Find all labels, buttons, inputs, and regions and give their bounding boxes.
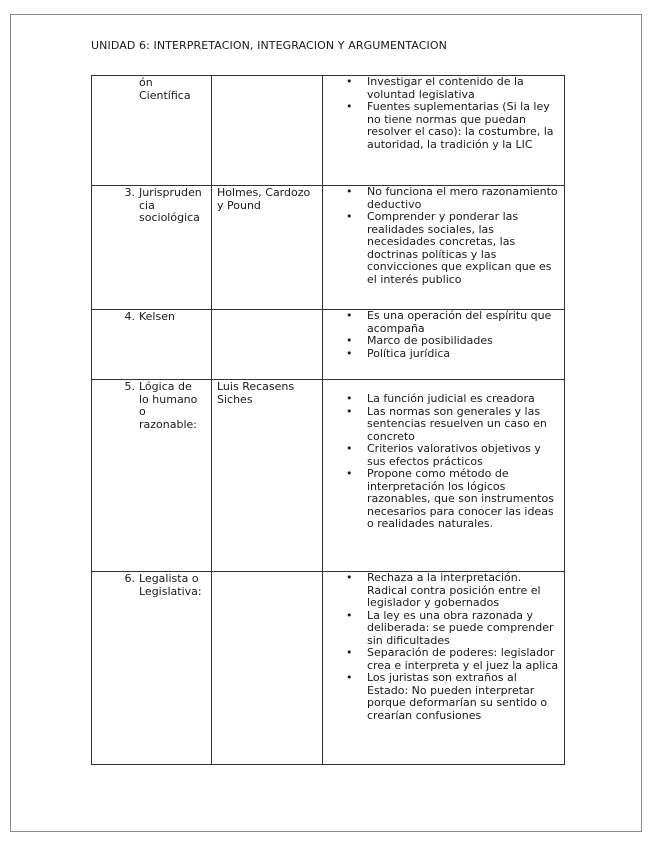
bullet-icon: • (346, 404, 353, 418)
points-cell (323, 76, 565, 186)
table-row (92, 572, 565, 765)
list-item: • La función judicial es creadora (323, 393, 560, 406)
table-row (92, 310, 565, 380)
authors-cell (212, 380, 323, 572)
points-cell (323, 310, 565, 380)
school-number: 4. (124, 310, 135, 323)
list-item: • No funciona el mero razonamiento deductivo (323, 186, 560, 211)
school-number: 6. (124, 572, 135, 585)
table-row (92, 186, 565, 310)
authors-cell (212, 76, 323, 186)
authors-text (212, 572, 322, 573)
list-item: • Es una operación del espíritu que acompaña (323, 310, 560, 335)
points-list (323, 186, 560, 286)
table-row (92, 76, 565, 186)
list-item: • Comprender y ponderar las realidades sociales, las necesidades concretas, las doctrinas políticas y las convicciones que explican que es el interés publico (323, 211, 560, 286)
bullet-icon: • (346, 442, 353, 455)
document-header: UNIDAD 6: INTERPRETACION, INTEGRACION Y ARGUMENTACION (91, 39, 447, 52)
points-cell (323, 186, 565, 310)
bullet-icon: • (346, 646, 353, 659)
points-cell (323, 380, 565, 572)
list-item: • Política jurídica (323, 348, 560, 361)
school-name: Lógica de lo humano o razonable: (139, 380, 198, 431)
authors-cell (212, 310, 323, 380)
list-item: • Las normas son generales y las sentencias resuelven un caso en concreto (323, 406, 560, 444)
school-cell (92, 310, 212, 380)
list-item: • Separación de poderes: legislador crea e interpreta y el juez la aplica (323, 647, 560, 672)
school-number (92, 77, 139, 102)
list-item: • Los juristas son extraños al Estado: No pueden interpretar porque deformarían su sentido o crearían confusiones (323, 672, 560, 722)
bullet-icon: • (346, 210, 353, 223)
interpretation-schools-table (91, 75, 565, 765)
bullet-icon: • (346, 608, 353, 622)
authors-text (212, 310, 322, 311)
list-item: • Fuentes suplementarias (Si la ley no tiene normas que puedan resolver el caso): la costumbre, la autoridad, la tradición y la LIC (323, 101, 560, 151)
points-list (323, 310, 560, 360)
bullet-icon: • (346, 185, 353, 198)
school-cell (92, 380, 212, 572)
authors-cell (212, 572, 323, 765)
list-item: • Rechaza a la interpretación. Radical contra posición entre el legislador y gobernados (323, 572, 560, 610)
points-list (323, 393, 560, 531)
list-item: • Propone como método de interpretación los lógicos razonables, que son instrumentos necesarios para conocer las ideas o realidades naturales. (323, 468, 560, 531)
points-list (323, 572, 560, 722)
authors-text (212, 76, 322, 77)
school-name: Kelsen (139, 310, 175, 323)
bullet-icon: • (346, 75, 353, 88)
bullet-icon: • (346, 392, 353, 405)
bullet-icon: • (346, 571, 353, 584)
list-item: • Criterios valorativos objetivos y sus efectos prácticos (323, 443, 560, 468)
school-name: Jurispruden cia sociológica (139, 186, 202, 224)
authors-cell (212, 186, 323, 310)
points-cell (323, 572, 565, 765)
school-cell (92, 572, 212, 765)
bullet-icon: • (346, 334, 353, 347)
table-row (92, 380, 565, 572)
school-cell (92, 186, 212, 310)
list-item: • Marco de posibilidades (323, 335, 560, 348)
bullet-icon: • (346, 100, 353, 113)
school-number: 5. (124, 380, 135, 393)
list-item: • La ley es una obra razonada y deliberada: se puede comprender sin dificultades (323, 610, 560, 648)
school-name: ón Científica (139, 76, 191, 102)
points-list (323, 76, 560, 151)
authors-text: Luis Recasens Siches (217, 380, 295, 406)
bullet-icon: • (346, 346, 353, 360)
list-item: • Investigar el contenido de la voluntad legislativa (323, 76, 560, 101)
bullet-icon: • (346, 309, 353, 322)
school-name: Legalista o Legislativa: (139, 572, 202, 598)
school-number: 3. (124, 186, 135, 199)
school-cell (92, 76, 212, 186)
bullet-icon: • (346, 671, 353, 684)
authors-text: Holmes, Cardozo y Pound (217, 186, 311, 212)
bullet-icon: • (346, 467, 353, 480)
